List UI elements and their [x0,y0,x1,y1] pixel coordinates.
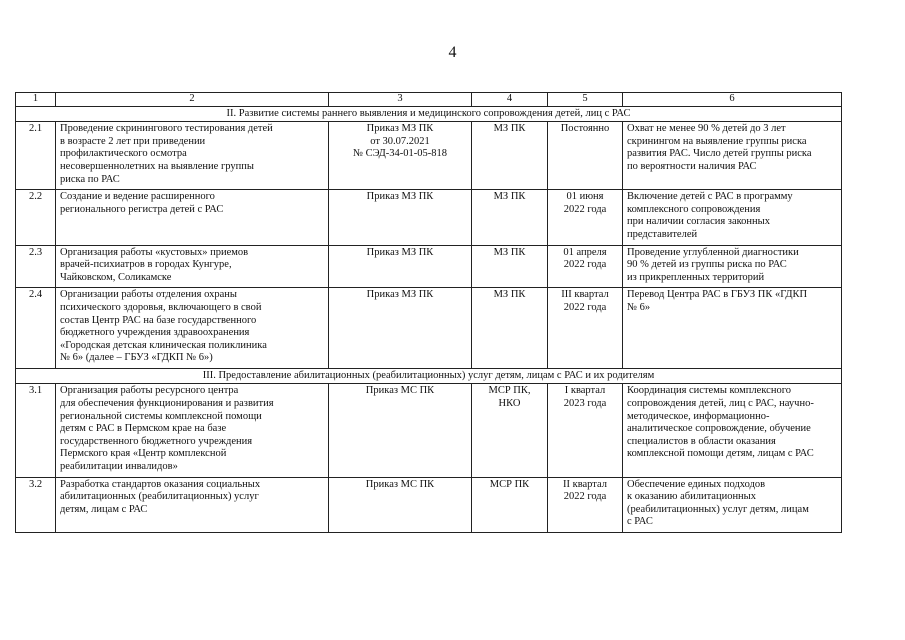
cell-line: 2023 года [563,398,607,410]
cell-line: развития РАС. Число детей группы риска [627,148,812,160]
column-number-row [16,93,842,107]
column-number: 5 [548,93,623,107]
cell-document [329,122,472,190]
cell-line: специалистов в области оказания [627,435,776,447]
cell-line: I квартал [564,385,606,397]
cell-line: Перевод Центра РАС в ГБУЗ ПК «ГДКП [627,289,808,301]
column-number: 6 [623,93,842,107]
cell-activity [56,384,329,477]
cell-number: 2.4 [16,288,56,369]
cell-activity [56,190,329,245]
cell-document [329,245,472,288]
cell-line: по вероятности наличия РАС [627,160,757,172]
cell-activity [56,245,329,288]
cell-executor [472,384,548,477]
cell-line: детям с РАС в Пермском крае на базе [60,423,227,435]
cell-activity [56,288,329,369]
cell-deadline [548,384,623,477]
cell-document [329,477,472,532]
cell-line: несовершеннолетних на выявление группы [60,160,254,172]
cell-line: 01 июня [566,191,604,203]
cell-line: Чайковском, Соликамске [60,271,172,283]
cell-number: 2.2 [16,190,56,245]
cell-document [329,384,472,477]
cell-executor [472,122,548,190]
cell-line: Обеспечение единых подходов [627,478,766,490]
section-row [16,106,842,122]
cell-result [623,190,842,245]
cell-number: 3.2 [16,477,56,532]
cell-line: Приказ МЗ ПК [366,191,434,203]
section-title: II. Развитие системы раннего выявления и медицинского сопровождения детей, лиц с РАС [16,106,842,122]
cell-line: 01 апреля [563,246,607,258]
cell-line: реабилитации инвалидов» [60,461,178,473]
cell-line: МЗ ПК [493,289,526,301]
cell-line: МСР ПК, [488,385,531,397]
column-number: 3 [329,93,472,107]
cell-line: № 6» [627,301,651,313]
cell-line: МЗ ПК [493,246,526,258]
table-row [16,245,842,288]
cell-line: МЗ ПК [493,123,526,135]
cell-line: НКО [498,398,521,410]
section-row [16,368,842,384]
cell-line: 2022 года [563,491,607,503]
cell-line: бюджетного учреждения здравоохранения [60,327,250,339]
cell-line: Пермского края «Центр комплексной [60,448,227,460]
cell-line: Приказ МЗ ПК [366,123,434,135]
cell-line: при наличии согласия законных [627,216,770,228]
cell-line: из прикрепленных территорий [627,271,765,283]
cell-line: 90 % детей из группы риска по РАС [627,259,787,271]
cell-line: комплексного сопровождения [627,203,761,215]
cell-line: для обеспечения функционирования и развития [60,398,274,410]
cell-line: от 30.07.2021 [370,135,430,147]
cell-executor [472,477,548,532]
cell-result [623,384,842,477]
cell-result [623,288,842,369]
cell-deadline [548,288,623,369]
cell-line: Проведение скринингового тестирования детей [60,123,273,135]
cell-line: Приказ МЗ ПК [366,246,434,258]
cell-line: Охват не менее 90 % детей до 3 лет [627,123,786,135]
cell-deadline [548,122,623,190]
cell-document [329,190,472,245]
cell-line: к оказанию абилитационных [627,491,756,503]
column-number: 2 [56,93,329,107]
cell-number: 3.1 [16,384,56,477]
cell-line: 2022 года [563,203,607,215]
cell-line: Постоянно [560,123,610,135]
cell-line: № 6» (далее – ГБУЗ «ГДКП № 6») [60,352,213,364]
cell-result [623,245,842,288]
cell-line: Создание и ведение расширенного [60,191,215,203]
cell-line: профилактического осмотра [60,148,187,160]
cell-line: регионального регистра детей с РАС [60,203,224,215]
cell-document [329,288,472,369]
cell-line: состав Центр РАС на базе государственного [60,314,257,326]
cell-line: Организации работы отделения охраны [60,289,237,301]
cell-line: абилитационных (реабилитационных) услуг [60,491,259,503]
cell-executor [472,288,548,369]
cell-line: аналитическое сопровождение, обучение [627,423,811,435]
cell-line: врачей-психиатров в городах Кунгуре, [60,259,232,271]
cell-line: скринингом на выявление группы риска [627,135,807,147]
cell-line: в возрасте 2 лет при приведении [60,135,206,147]
cell-executor [472,245,548,288]
cell-line: МСР ПК [489,478,530,490]
cell-line: представителей [627,228,698,240]
cell-deadline [548,190,623,245]
cell-line: 2022 года [563,259,607,271]
cell-line: Включение детей с РАС в программу [627,191,793,203]
cell-line: (реабилитационных) услуг детям, лицам [627,503,809,515]
cell-line: Приказ МС ПК [365,385,435,397]
cell-activity [56,477,329,532]
cell-line: Проведение углубленной диагностики [627,246,799,258]
table-body [16,93,842,533]
cell-deadline [548,477,623,532]
cell-line: Приказ МС ПК [365,478,435,490]
cell-number: 2.1 [16,122,56,190]
cell-deadline [548,245,623,288]
cell-line: Организация работы «кустовых» приемов [60,246,249,258]
table-row [16,122,842,190]
cell-line: комплексной помощи детям, лицам с РАС [627,448,814,460]
cell-result [623,477,842,532]
cell-line: Приказ МЗ ПК [366,289,434,301]
cell-executor [472,190,548,245]
table-row [16,288,842,369]
cell-line: Организация работы ресурсного центра [60,385,239,397]
cell-line: государственного бюджетного учреждения [60,435,253,447]
cell-line: II квартал [562,478,608,490]
table-row [16,190,842,245]
section-title: III. Предоставление абилитационных (реабилитационных) услуг детям, лицам с РАС и их родителям [16,368,842,384]
cell-number: 2.3 [16,245,56,288]
cell-line: III квартал [561,289,609,301]
cell-line: сопровождения детей, лиц с РАС, научно- [627,398,814,410]
cell-line: риска по РАС [60,173,120,185]
cell-line: «Городская детская клиническая поликлиника [60,339,267,351]
cell-line: МЗ ПК [493,191,526,203]
cell-activity [56,122,329,190]
cell-line: с РАС [627,516,653,528]
cell-line: № СЭД-34-01-05-818 [352,148,448,160]
table-row [16,384,842,477]
action-plan-table [15,92,842,533]
cell-line: методическое, информационно- [627,410,770,422]
cell-line: 2022 года [563,301,607,313]
column-number: 1 [16,93,56,107]
page-number: 4 [448,44,457,61]
cell-line: региональной системы комплексной помощи [60,410,262,422]
cell-line: психического здоровья, включающего в свой [60,301,262,313]
cell-result [623,122,842,190]
cell-line: Разработка стандартов оказания социальных [60,478,261,490]
cell-line: детям, лицам с РАС [60,503,148,515]
cell-line: Координация системы комплексного [627,385,791,397]
table-row [16,477,842,532]
column-number: 4 [472,93,548,107]
